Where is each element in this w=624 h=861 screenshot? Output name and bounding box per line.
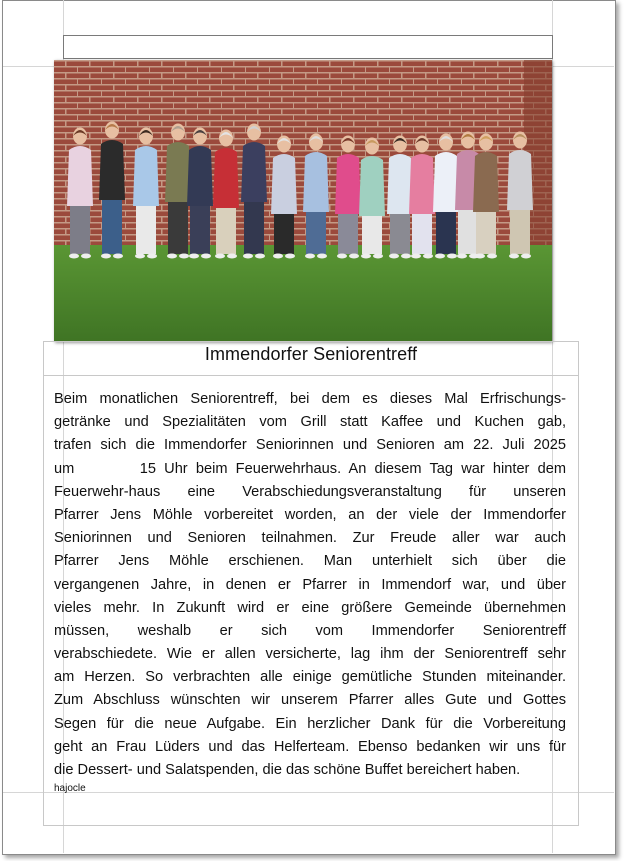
- group-photo[interactable]: [54, 60, 552, 342]
- article-line: die Dessert- und Salatspenden, die das schöne Buffet bereichert haben.: [54, 762, 521, 778]
- article-line: vergangenen Jahre, in denen er Pfarrer in Immendorf war, und über: [54, 576, 566, 593]
- empty-text-frame[interactable]: [63, 35, 553, 59]
- article-line: am Herzen. So verbrachten alle einige gemütliche Stunden miteinander.: [54, 669, 566, 686]
- article-title: Immendorfer Seniorentreff: [204, 344, 418, 364]
- article-line: trafen sich die Immendorfer Seniorinnen und Senioren am 22. Juli 2025: [54, 437, 566, 454]
- article-line: Feuerwehr-haus eine Verabschiedungsveranstaltung für unseren: [54, 483, 566, 500]
- article-body: [54, 388, 566, 782]
- article-line: vieles mehr. In Zukunft wird er eine größere Gemeinde übernehmen: [54, 599, 566, 616]
- group-photo-image: [54, 60, 552, 342]
- title-separator: [43, 375, 578, 376]
- article-line: Zum Abschluss wünschten wir unserem Pfarrer alles Gute und Gottes: [54, 692, 566, 709]
- article-line: geht an Frau Lüders und das Helferteam. Ebenso bedanken wir uns für: [54, 738, 566, 755]
- article-line: Segen für die neue Aufgabe. Ein herzlicher Dank für die Vorbereitung: [54, 715, 566, 732]
- article-line: Beim monatlichen Seniorentreff, bei dem es dieses Mal Erfrischungs-: [54, 391, 566, 407]
- article-line: Seniorinnen und Senioren teilnahmen. Zur Freude aller war auch: [54, 530, 566, 547]
- article-line: verabschiedete. Wie er allen versicherte, lag ihm der Seniorentreff sehr: [54, 646, 566, 663]
- grass-lawn: [54, 245, 552, 342]
- article-line: um 15 Uhr beim Feuerwehrhaus. An diesem Tag war hinter dem: [54, 460, 566, 477]
- article-line: Pfarrer Jens Möhle erschienen. Man unterhielt sich über die: [54, 553, 566, 570]
- article-author: hajocle: [54, 783, 86, 794]
- article-line: Pfarrer Jens Möhle vorbereitet worden, an der viele der Immendorfer: [54, 506, 566, 523]
- article-line: getränke und Spezialitäten vom Grill statt Kaffee und Kuchen gab,: [54, 414, 566, 431]
- article-line: müssen, weshalb er sich vom Immendorfer Seniorentreff: [54, 622, 566, 639]
